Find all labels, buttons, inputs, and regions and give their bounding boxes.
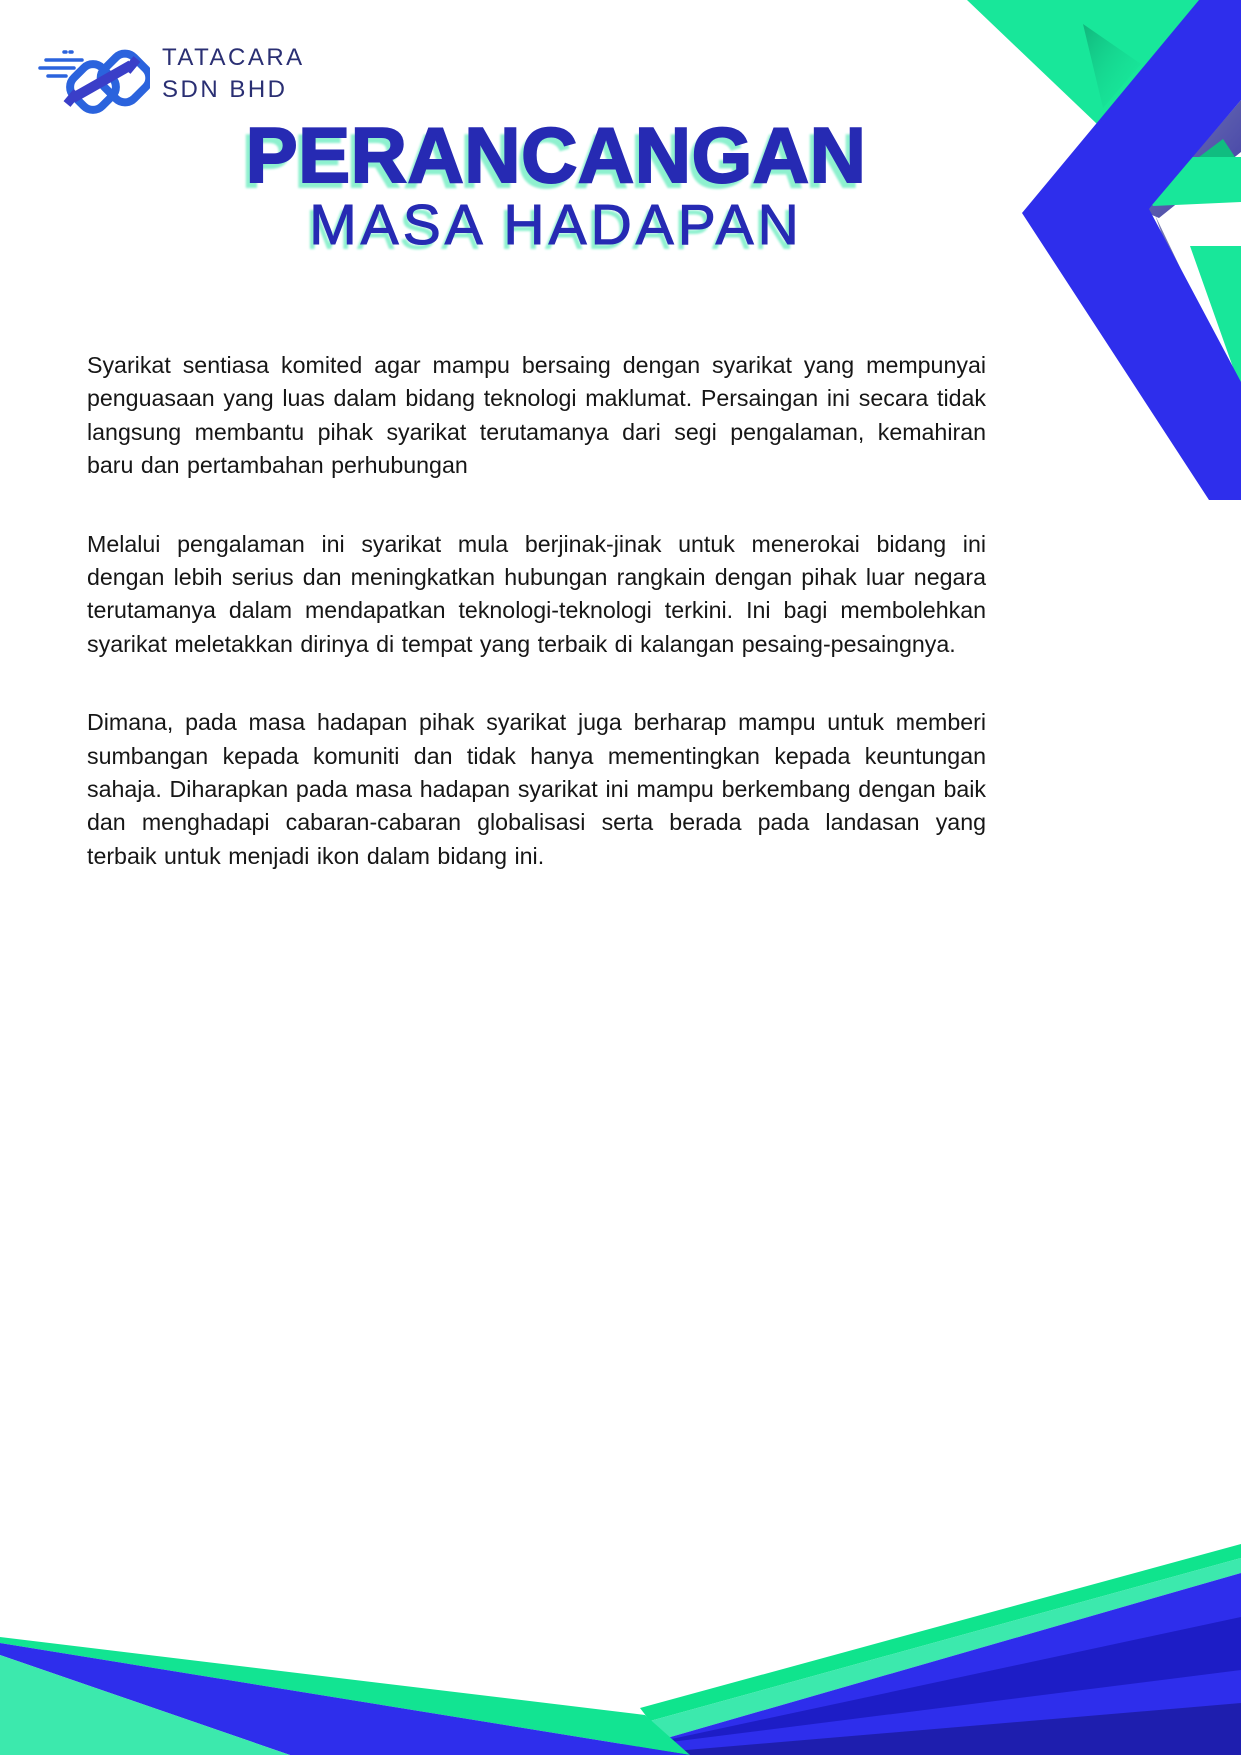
paragraph-2: Melalui pengalaman ini syarikat mula berjinak-jinak untuk menerokai bidang ini dengan lebih serius dan meningkatkan hubungan rangkain dengan pihak luar negara terutamanya dalam mendapatkan teknologi-teknologi terkini. Ini bagi membolehkan syarikat meletakkan dirinya di tempat yang terbaik di kalangan pesaing-pesaingnya. [87, 530, 986, 657]
logo [36, 34, 305, 114]
paragraph-1: Syarikat sentiasa komited agar mampu bersaing dengan syarikat yang mempunyai penguasaan yang luas dalam bidang teknologi maklumat. Persaingan ini secara tidak langsung membantu pihak syarikat terutamanya dari segi pengalaman, kemahiran baru dan pertambahan perhubungan [87, 352, 986, 479]
logo-text [162, 42, 305, 105]
paragraph-3: Dimana, pada masa hadapan pihak syarikat juga berharap mampu untuk memberi sumbangan kepada komuniti dan tidak hanya mementingkan kepada keuntungan sahaja. Diharapkan pada masa hadapan syarikat ini mampu berkembang dengan baik dan menghadapi cabaran-cabaran globalisasi serta berada pada landasan yang terbaik untuk menjadi ikon dalam bidang ini. [87, 709, 986, 869]
page-title: PERANCANGAN [245, 111, 867, 199]
page-subtitle: MASA HADAPAN [309, 192, 803, 257]
bottom-decoration [0, 1390, 1241, 1755]
body-text [87, 349, 986, 918]
title-block [0, 111, 1112, 257]
infinity-logo-icon [36, 34, 150, 114]
logo-text-line2: SDN BHD [162, 76, 288, 103]
logo-text-line1: TATACARA [162, 44, 305, 72]
